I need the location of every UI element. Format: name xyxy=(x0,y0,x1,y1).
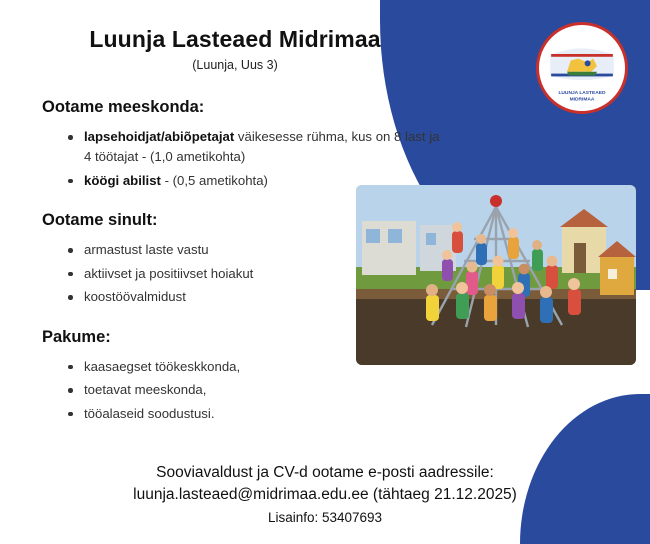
section-list-0 xyxy=(68,127,442,191)
list-item-bold: lapsehoidjat/abiõpetajat xyxy=(84,129,235,144)
page-subtitle: (Luunja, Uus 3) xyxy=(192,58,278,72)
list-item-text: koostöövalmidust xyxy=(84,289,186,305)
list-item xyxy=(68,404,442,424)
list-item-bold: köögi abilist xyxy=(84,172,161,188)
section-heading-2: Pakume: xyxy=(42,327,111,346)
section-heading-1: Ootame sinult: xyxy=(42,211,158,230)
list-item-text: armastust laste vastu xyxy=(84,242,209,258)
list-item-text: tööalaseid soodustusi. xyxy=(84,405,215,421)
poster-header xyxy=(0,26,470,72)
poster-footer xyxy=(0,462,650,529)
page-title: Luunja Lasteaed Midrimaa xyxy=(89,26,381,52)
organization-logo xyxy=(536,22,628,114)
list-item-text: väikesesse rühma, kus on 8 last ja 4 töötajat - (1,0 ametikohta) xyxy=(84,129,440,165)
playground-photo-image xyxy=(356,185,636,365)
section-heading-0: Ootame meeskonda: xyxy=(42,98,205,116)
list-item-text: kaasaegset töökeskkonda, xyxy=(84,358,241,374)
list-item-text: toetavat meeskonda, xyxy=(84,382,207,398)
footer-apply-line: Sooviavaldust ja CV-d ootame e-posti aadressile: xyxy=(156,463,494,481)
list-item xyxy=(68,380,442,400)
section-list-2 xyxy=(68,357,442,424)
playground-photo xyxy=(356,185,636,365)
list-item-text: aktiivset ja positiivset hoiakut xyxy=(84,265,254,281)
list-item xyxy=(68,127,442,168)
logo-graphic-icon xyxy=(539,22,625,114)
svg-text:LUUNJA LASTEAED: LUUNJA LASTEAED xyxy=(558,91,606,97)
list-item-text: - (0,5 ametikohta) xyxy=(160,172,268,188)
footer-phone-line: Lisainfo: 53407693 xyxy=(267,510,383,526)
footer-email-line[interactable]: luunja.lasteaed@midrimaa.edu.ee (tähtaeg 21.12.2025) xyxy=(133,485,517,503)
svg-text:MIDRIMAA: MIDRIMAA xyxy=(569,97,595,103)
